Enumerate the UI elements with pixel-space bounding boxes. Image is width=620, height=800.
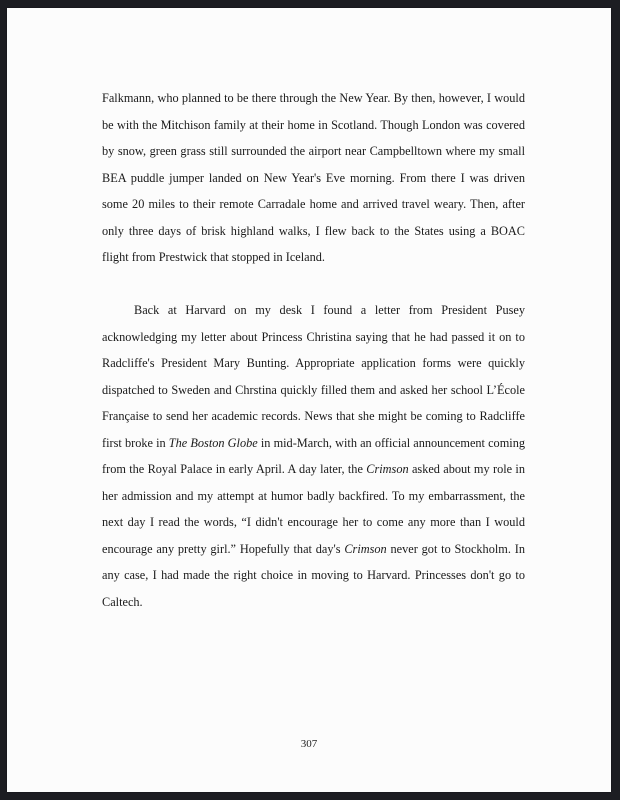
paragraph-2 [102,297,525,615]
paragraph-2-text-1: Back at Harvard on my desk I found a letter from President Pusey acknowledging my letter about Princess Christina saying that he had passed it on to Radcliffe's President Mary Bunting. Appropriate application forms were quickly dispatched to Sweden and Chrstina quickly filled them and asked her school L’École Française to send her academic records. News that she might be coming to Radcliffe first broke in [102,303,525,450]
newspaper-title-crimson-2: Crimson [344,541,387,556]
newspaper-title-boston-globe: The Boston Globe [168,435,258,450]
paragraph-1: Falkmann, who planned to be there through the New Year. By then, however, I would be with the Mitchison family at their home in Scotland. Though London was covered by snow, green grass still surrounded the airport near Campbelltown where my small BEA puddle jumper landed on New Year's Eve morning. From there I was driven some 20 miles to their remote Carradale home and arrived travel weary. Then, after only three days of brisk highland walks, I flew back to the States using a BOAC flight from Prestwick that stopped in Iceland. [102,91,525,264]
newspaper-title-crimson: Crimson [366,462,409,476]
document-page [7,8,611,792]
paragraph-2-text-3: asked about my role in her admission and my attempt at humor badly backfired. To my embarrassment, the next day I read the words, “I didn't encourage her to come any more than I would encourage any pretty girl.” Hopefully that day's [102,462,525,556]
paragraph-2-text-4: never got to Stockholm. In any case, I had made the right choice in moving to Harvard. Princesses don't go to Caltech. [102,541,525,609]
page-number: 307 [300,738,318,750]
paragraph-2-text-2: in mid-March, with an official announcement coming from the Royal Palace in early April. A day later, the [102,435,525,476]
